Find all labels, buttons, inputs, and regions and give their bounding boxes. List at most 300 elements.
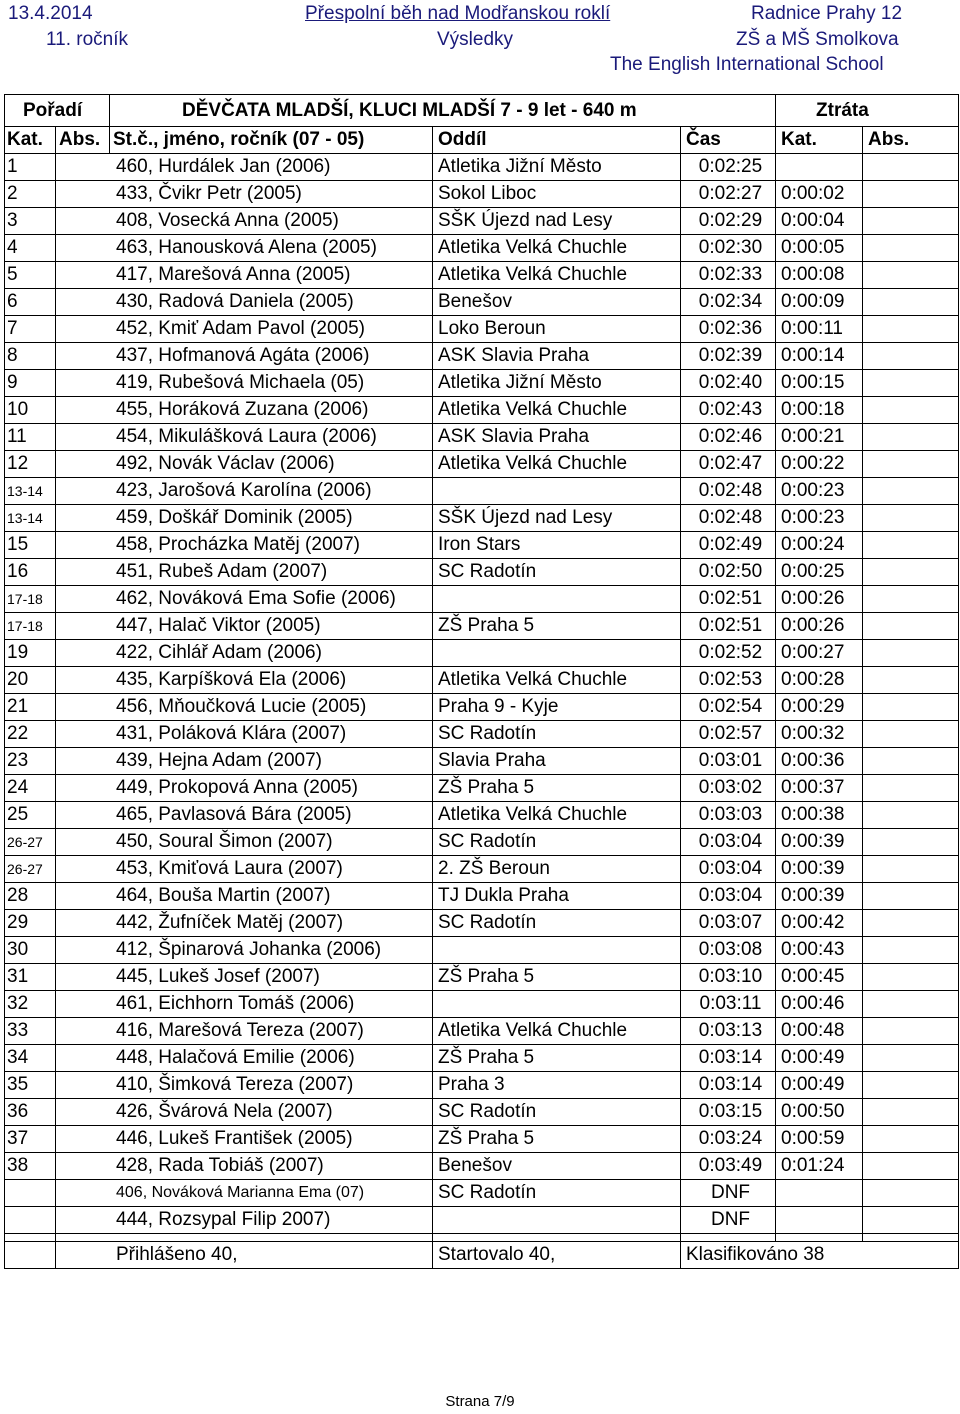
table-row: [5, 1180, 959, 1207]
cell-name: 439, Hejna Adam (2007): [56, 748, 433, 775]
cell-club: Atletika Velká Chuchle: [433, 451, 681, 478]
cell-club: Iron Stars: [433, 532, 681, 559]
cell-loss: 0:00:15: [776, 370, 863, 397]
cell-loss: 0:00:43: [776, 937, 863, 964]
cell-time: 0:02:47: [681, 451, 776, 478]
cell-name: 430, Radová Daniela (2005): [56, 289, 433, 316]
separator-cell: [863, 1234, 959, 1242]
cell-empty: [863, 1153, 959, 1180]
cell-empty: [863, 910, 959, 937]
cell-rank: 34: [5, 1045, 56, 1072]
table-row: [5, 397, 959, 424]
cell-loss: 0:00:26: [776, 613, 863, 640]
cell-name: 433, Čvikr Petr (2005): [56, 181, 433, 208]
table-row: [5, 802, 959, 829]
cell-rank: 36: [5, 1099, 56, 1126]
table-row: [5, 640, 959, 667]
cell-name: 458, Procházka Matěj (2007): [56, 532, 433, 559]
table-row: [5, 316, 959, 343]
cell-loss: 0:00:48: [776, 1018, 863, 1045]
cell-time: 0:02:48: [681, 505, 776, 532]
cell-time: 0:02:49: [681, 532, 776, 559]
table-row: [5, 181, 959, 208]
cell-rank: 16: [5, 559, 56, 586]
cell-rank: [5, 1207, 56, 1234]
cell-empty: [863, 613, 959, 640]
cell-name: 448, Halačová Emilie (2006): [56, 1045, 433, 1072]
cell-rank: 31: [5, 964, 56, 991]
cell-empty: [863, 856, 959, 883]
separator-cell: [776, 1234, 863, 1242]
table-row: [5, 694, 959, 721]
cell-time: 0:02:39: [681, 343, 776, 370]
cell-name: 410, Šimková Tereza (2007): [56, 1072, 433, 1099]
cell-time: 0:02:46: [681, 424, 776, 451]
cell-loss: 0:00:39: [776, 829, 863, 856]
cell-name: 464, Bouša Martin (2007): [56, 883, 433, 910]
cell-name: 454, Mikulášková Laura (2006): [56, 424, 433, 451]
table-row: [5, 613, 959, 640]
cell-loss: 0:00:28: [776, 667, 863, 694]
cell-loss: 0:00:14: [776, 343, 863, 370]
cell-empty: [863, 289, 959, 316]
cell-name: 453, Kmiťová Laura (2007): [56, 856, 433, 883]
header-organizer1: ZŠ a MŠ Smolkova: [736, 29, 899, 50]
cell-club: 2. ZŠ Beroun: [433, 856, 681, 883]
table-row: [5, 721, 959, 748]
cell-loss: [776, 1180, 863, 1207]
cell-rank: 29: [5, 910, 56, 937]
cell-club: Atletika Jižní Město: [433, 370, 681, 397]
cell-club: ZŠ Praha 5: [433, 775, 681, 802]
cell-rank: 1: [5, 154, 56, 181]
table-row: [5, 289, 959, 316]
cell-time: 0:02:52: [681, 640, 776, 667]
table-row: [5, 1099, 959, 1126]
cell-empty: [863, 235, 959, 262]
cell-empty: [863, 1072, 959, 1099]
cell-rank: 2: [5, 181, 56, 208]
cell-club: [433, 1207, 681, 1234]
cell-rank: 21: [5, 694, 56, 721]
table-row: [5, 1045, 959, 1072]
cell-time: 0:03:10: [681, 964, 776, 991]
cell-time: 0:03:15: [681, 1099, 776, 1126]
cell-name: 462, Nováková Ema Sofie (2006): [56, 586, 433, 613]
table-row: [5, 1018, 959, 1045]
cell-empty: [863, 802, 959, 829]
cell-rank: 37: [5, 1126, 56, 1153]
cell-name: 445, Lukeš Josef (2007): [56, 964, 433, 991]
cell-club: SC Radotín: [433, 910, 681, 937]
cell-club: TJ Dukla Praha: [433, 883, 681, 910]
cell-time: 0:02:51: [681, 586, 776, 613]
cell-club: ZŠ Praha 5: [433, 1045, 681, 1072]
cell-rank: 22: [5, 721, 56, 748]
cell-time: 0:02:57: [681, 721, 776, 748]
cell-time: 0:03:04: [681, 856, 776, 883]
cell-loss: 0:00:22: [776, 451, 863, 478]
cell-empty: [863, 883, 959, 910]
cell-loss: 0:00:50: [776, 1099, 863, 1126]
cell-time: 0:02:27: [681, 181, 776, 208]
cell-time: DNF: [681, 1207, 776, 1234]
cell-empty: [863, 829, 959, 856]
page-number: Strana 7/9: [445, 1393, 515, 1410]
table-row: [5, 829, 959, 856]
cell-name: 406, Nováková Marianna Ema (07): [56, 1180, 433, 1207]
cell-empty: [863, 424, 959, 451]
cell-rank: 26-27: [5, 856, 56, 883]
cell-name: 417, Marešová Anna (2005): [56, 262, 433, 289]
cell-empty: [863, 937, 959, 964]
cell-rank: 9: [5, 370, 56, 397]
cell-empty: [863, 1018, 959, 1045]
cell-empty: [863, 316, 959, 343]
cell-loss: 0:00:45: [776, 964, 863, 991]
cell-empty: [863, 775, 959, 802]
cell-time: 0:02:54: [681, 694, 776, 721]
cell-rank: 33: [5, 1018, 56, 1045]
table-row: [5, 667, 959, 694]
cell-time: 0:03:07: [681, 910, 776, 937]
table-row: [5, 208, 959, 235]
cell-club: Atletika Velká Chuchle: [433, 262, 681, 289]
cell-name: 492, Novák Václav (2006): [56, 451, 433, 478]
cell-empty: [863, 505, 959, 532]
table-header-row-1: [5, 95, 959, 127]
table-row: [5, 235, 959, 262]
cell-rank: 32: [5, 991, 56, 1018]
cell-empty: [863, 748, 959, 775]
cell-club: Sokol Liboc: [433, 181, 681, 208]
header-venue: Radnice Prahy 12: [751, 3, 903, 24]
cell-name: 428, Rada Tobiáš (2007): [56, 1153, 433, 1180]
cell-rank: 5: [5, 262, 56, 289]
cell-loss: 0:00:39: [776, 856, 863, 883]
summary-registered: Přihlášeno 40,: [56, 1242, 433, 1269]
cell-time: 0:02:30: [681, 235, 776, 262]
cell-rank: 12: [5, 451, 56, 478]
cell-club: Benešov: [433, 289, 681, 316]
header-edition: 11. ročník: [46, 29, 129, 50]
cell-rank: 24: [5, 775, 56, 802]
col-kat2: Kat.: [776, 127, 863, 154]
cell-name: 456, Mňoučková Lucie (2005): [56, 694, 433, 721]
cell-empty: [863, 370, 959, 397]
cell-loss: [776, 154, 863, 181]
table-row: [5, 1153, 959, 1180]
cell-name: 451, Rubeš Adam (2007): [56, 559, 433, 586]
cell-loss: 0:00:23: [776, 478, 863, 505]
table-row: [5, 262, 959, 289]
cell-empty: [863, 1180, 959, 1207]
cell-rank: 30: [5, 937, 56, 964]
separator-cell: [5, 1234, 56, 1242]
cell-loss: 0:00:49: [776, 1045, 863, 1072]
cell-name: 422, Cihlář Adam (2006): [56, 640, 433, 667]
cell-rank: 11: [5, 424, 56, 451]
cell-rank: [5, 1180, 56, 1207]
cell-loss: 0:00:04: [776, 208, 863, 235]
cell-club: Atletika Velká Chuchle: [433, 235, 681, 262]
cell-name: 463, Hanousková Alena (2005): [56, 235, 433, 262]
cell-loss: 0:00:09: [776, 289, 863, 316]
cell-club: Praha 9 - Kyje: [433, 694, 681, 721]
cell-name: 426, Švárová Nela (2007): [56, 1099, 433, 1126]
cell-club: Slavia Praha: [433, 748, 681, 775]
cell-empty: [863, 586, 959, 613]
cell-empty: [863, 1099, 959, 1126]
cell-time: 0:02:48: [681, 478, 776, 505]
cell-time: 0:02:36: [681, 316, 776, 343]
cell-rank: 13-14: [5, 505, 56, 532]
table-row: [5, 154, 959, 181]
cell-name: 435, Karpíšková Ela (2006): [56, 667, 433, 694]
cell-loss: 0:00:32: [776, 721, 863, 748]
cell-time: 0:02:43: [681, 397, 776, 424]
cell-empty: [863, 559, 959, 586]
table-row: [5, 586, 959, 613]
cell-name: 465, Pavlasová Bára (2005): [56, 802, 433, 829]
cell-club: [433, 640, 681, 667]
table-row: [5, 748, 959, 775]
cell-empty: [863, 721, 959, 748]
table-row: [5, 1207, 959, 1234]
col-name: St.č., jméno, ročník (07 - 05): [110, 127, 433, 154]
cell-rank: 26-27: [5, 829, 56, 856]
cell-rank: 3: [5, 208, 56, 235]
cell-rank: 35: [5, 1072, 56, 1099]
table-row: [5, 964, 959, 991]
cell-club: ZŠ Praha 5: [433, 613, 681, 640]
cell-name: 423, Jarošová Karolína (2006): [56, 478, 433, 505]
table-row: [5, 451, 959, 478]
cell-club: ZŠ Praha 5: [433, 1126, 681, 1153]
cell-club: Atletika Velká Chuchle: [433, 397, 681, 424]
cell-name: 459, Doškář Dominik (2005): [56, 505, 433, 532]
table-row: [5, 478, 959, 505]
category-title: DĚVČATA MLADŠÍ, KLUCI MLADŠÍ 7 - 9 let - 640 m: [110, 95, 776, 127]
cell-rank: 28: [5, 883, 56, 910]
cell-empty: [863, 667, 959, 694]
col-kat: Kat.: [5, 127, 56, 154]
cell-rank: 25: [5, 802, 56, 829]
header-doc-type: Výsledky: [437, 29, 514, 50]
table-row: [5, 532, 959, 559]
cell-club: SŠK Újezd nad Lesy: [433, 208, 681, 235]
cell-loss: 0:00:23: [776, 505, 863, 532]
cell-loss: 0:00:36: [776, 748, 863, 775]
cell-empty: [863, 1126, 959, 1153]
cell-rank: 10: [5, 397, 56, 424]
summary-row: [5, 1242, 959, 1269]
cell-name: 408, Vosecká Anna (2005): [56, 208, 433, 235]
table-row: [5, 856, 959, 883]
cell-time: 0:03:03: [681, 802, 776, 829]
cell-loss: 0:00:42: [776, 910, 863, 937]
col-oddil: Oddíl: [433, 127, 681, 154]
cell-name: 416, Marešová Tereza (2007): [56, 1018, 433, 1045]
summary-empty: [5, 1242, 56, 1269]
cell-name: 444, Rozsypal Filip 2007): [56, 1207, 433, 1234]
cell-club: Praha 3: [433, 1072, 681, 1099]
cell-loss: [776, 1207, 863, 1234]
cell-club: SŠK Újezd nad Lesy: [433, 505, 681, 532]
cell-loss: 0:00:39: [776, 883, 863, 910]
col-cas: Čas: [681, 127, 776, 154]
cell-rank: 8: [5, 343, 56, 370]
cell-empty: [863, 208, 959, 235]
cell-time: 0:02:34: [681, 289, 776, 316]
cell-loss: 0:00:59: [776, 1126, 863, 1153]
cell-empty: [863, 478, 959, 505]
cell-loss: 0:00:38: [776, 802, 863, 829]
table-row: [5, 883, 959, 910]
cell-empty: [863, 640, 959, 667]
table-row: [5, 343, 959, 370]
cell-time: 0:02:51: [681, 613, 776, 640]
cell-empty: [863, 532, 959, 559]
cell-empty: [863, 451, 959, 478]
cell-empty: [863, 1207, 959, 1234]
cell-club: SC Radotín: [433, 721, 681, 748]
cell-club: ASK Slavia Praha: [433, 343, 681, 370]
cell-loss: 0:00:11: [776, 316, 863, 343]
cell-time: 0:03:14: [681, 1045, 776, 1072]
separator-cell: [433, 1234, 681, 1242]
cell-time: 0:03:08: [681, 937, 776, 964]
table-row: [5, 937, 959, 964]
header-date: 13.4.2014: [8, 3, 93, 24]
cell-loss: 0:00:08: [776, 262, 863, 289]
cell-time: 0:03:13: [681, 1018, 776, 1045]
summary-classified: Klasifikováno 38: [681, 1242, 959, 1269]
results-table: [4, 94, 959, 1269]
table-row: [5, 424, 959, 451]
cell-name: 446, Lukeš František (2005): [56, 1126, 433, 1153]
cell-name: 412, Špinarová Johanka (2006): [56, 937, 433, 964]
cell-loss: 0:00:46: [776, 991, 863, 1018]
separator-cell: [681, 1234, 776, 1242]
cell-empty: [863, 1045, 959, 1072]
header-organizer2: The English International School: [610, 54, 884, 75]
cell-rank: 17-18: [5, 586, 56, 613]
summary-started: Startovalo 40,: [433, 1242, 681, 1269]
cell-empty: [863, 964, 959, 991]
cell-loss: 0:00:05: [776, 235, 863, 262]
cell-empty: [863, 397, 959, 424]
cell-loss: 0:00:26: [776, 586, 863, 613]
separator-row: [5, 1234, 959, 1242]
cell-club: SC Radotín: [433, 1099, 681, 1126]
cell-loss: 0:00:18: [776, 397, 863, 424]
col-ztrata: Ztráta: [776, 95, 959, 127]
cell-rank: 6: [5, 289, 56, 316]
cell-loss: 0:00:24: [776, 532, 863, 559]
cell-club: Atletika Velká Chuchle: [433, 667, 681, 694]
cell-empty: [863, 694, 959, 721]
cell-empty: [863, 181, 959, 208]
col-abs2: Abs.: [863, 127, 959, 154]
cell-name: 449, Prokopová Anna (2005): [56, 775, 433, 802]
cell-loss: 0:00:27: [776, 640, 863, 667]
cell-time: 0:03:49: [681, 1153, 776, 1180]
col-abs: Abs.: [56, 127, 110, 154]
cell-club: SC Radotín: [433, 559, 681, 586]
cell-club: Benešov: [433, 1153, 681, 1180]
cell-empty: [863, 262, 959, 289]
table-header-row-2: [5, 127, 959, 154]
cell-club: [433, 991, 681, 1018]
cell-name: 455, Horáková Zuzana (2006): [56, 397, 433, 424]
cell-name: 450, Soural Šimon (2007): [56, 829, 433, 856]
cell-club: Loko Beroun: [433, 316, 681, 343]
cell-loss: 0:00:49: [776, 1072, 863, 1099]
separator-cell: [56, 1234, 433, 1242]
cell-rank: 23: [5, 748, 56, 775]
table-row: [5, 910, 959, 937]
cell-club: SC Radotín: [433, 829, 681, 856]
cell-club: Atletika Velká Chuchle: [433, 1018, 681, 1045]
table-row: [5, 559, 959, 586]
cell-time: 0:03:14: [681, 1072, 776, 1099]
cell-empty: [863, 154, 959, 181]
table-row: [5, 775, 959, 802]
cell-time: DNF: [681, 1180, 776, 1207]
cell-empty: [863, 991, 959, 1018]
cell-rank: 7: [5, 316, 56, 343]
cell-time: 0:03:04: [681, 883, 776, 910]
cell-loss: 0:00:29: [776, 694, 863, 721]
cell-club: ASK Slavia Praha: [433, 424, 681, 451]
cell-club: ZŠ Praha 5: [433, 964, 681, 991]
cell-name: 442, Žufníček Matěj (2007): [56, 910, 433, 937]
table-row: [5, 370, 959, 397]
cell-club: Atletika Velká Chuchle: [433, 802, 681, 829]
cell-rank: 38: [5, 1153, 56, 1180]
cell-loss: 0:01:24: [776, 1153, 863, 1180]
cell-loss: 0:00:25: [776, 559, 863, 586]
cell-name: 419, Rubešová Michaela (05): [56, 370, 433, 397]
cell-time: 0:02:33: [681, 262, 776, 289]
cell-loss: 0:00:21: [776, 424, 863, 451]
cell-rank: 19: [5, 640, 56, 667]
cell-time: 0:03:01: [681, 748, 776, 775]
cell-time: 0:03:02: [681, 775, 776, 802]
cell-time: 0:03:24: [681, 1126, 776, 1153]
col-poradi: Pořadí: [5, 95, 110, 127]
cell-empty: [863, 343, 959, 370]
cell-time: 0:02:29: [681, 208, 776, 235]
cell-time: 0:03:04: [681, 829, 776, 856]
cell-name: 461, Eichhorn Tomáš (2006): [56, 991, 433, 1018]
cell-name: 437, Hofmanová Agáta (2006): [56, 343, 433, 370]
cell-name: 460, Hurdálek Jan (2006): [56, 154, 433, 181]
cell-rank: 17-18: [5, 613, 56, 640]
cell-club: SC Radotín: [433, 1180, 681, 1207]
cell-club: Atletika Jižní Město: [433, 154, 681, 181]
cell-name: 452, Kmiť Adam Pavol (2005): [56, 316, 433, 343]
cell-time: 0:02:40: [681, 370, 776, 397]
cell-time: 0:02:53: [681, 667, 776, 694]
table-row: [5, 1126, 959, 1153]
table-row: [5, 991, 959, 1018]
cell-time: 0:02:50: [681, 559, 776, 586]
cell-rank: 13-14: [5, 478, 56, 505]
cell-name: 447, Halač Viktor (2005): [56, 613, 433, 640]
cell-club: [433, 937, 681, 964]
